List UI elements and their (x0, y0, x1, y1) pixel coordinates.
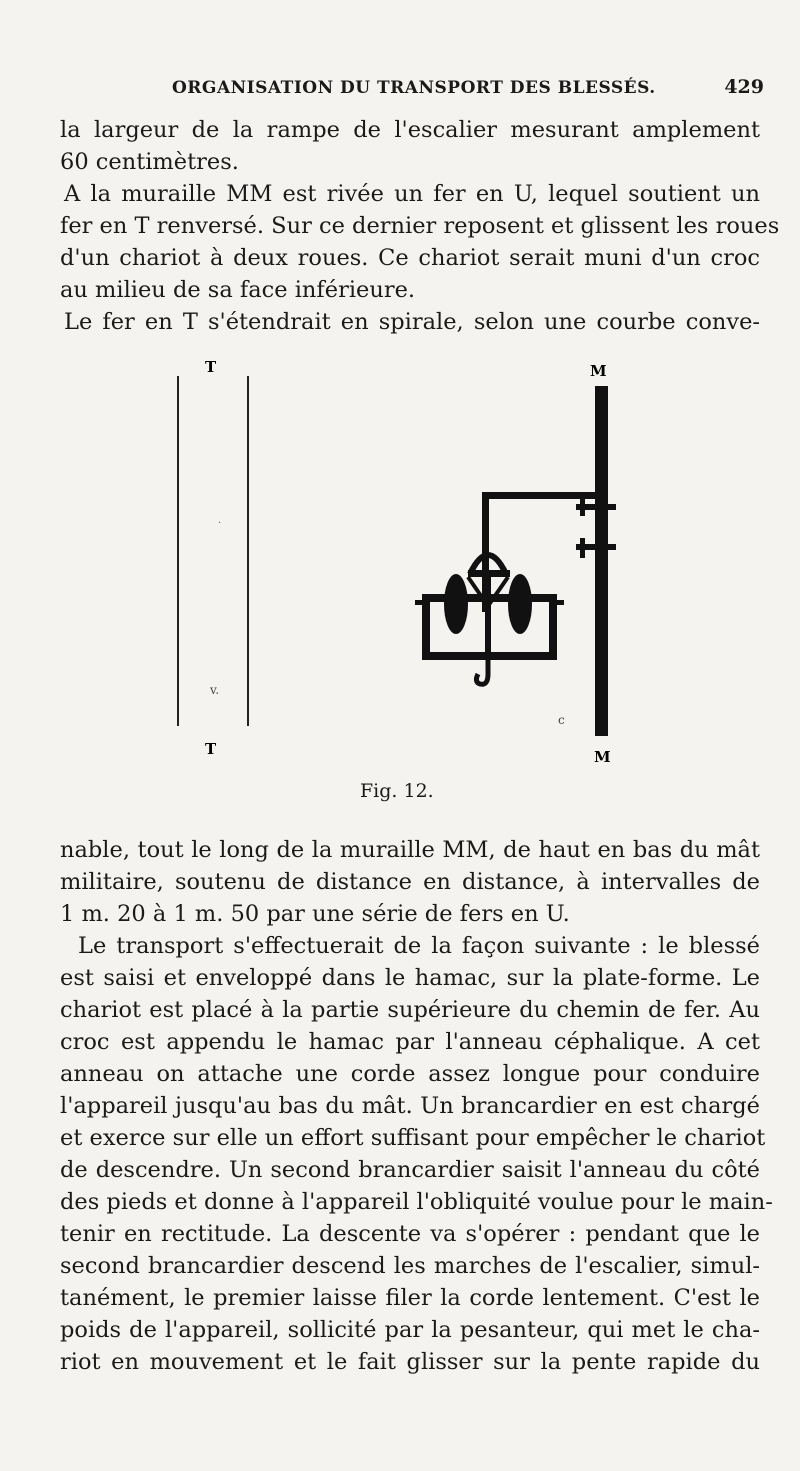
text-line: militaire, soutenu de distance en distance, à intervalles de (60, 869, 760, 895)
paragraph-4 (60, 834, 760, 930)
text-line: tanément, le premier laisse filer la corde lentement. C'est le (60, 1285, 760, 1311)
paragraph-3 (60, 306, 760, 338)
figure-12-drawing (150, 356, 650, 776)
page-number: 429 (724, 76, 764, 98)
croc-hook (476, 660, 488, 684)
text-line: 1 m. 20 à 1 m. 50 par une série de fers en U. (60, 901, 570, 927)
text-line: et exerce sur elle un effort suffisant pour empêcher le chariot (60, 1125, 766, 1151)
text-line: chariot est placé à la partie supérieure du chemin de fer. Au (60, 997, 760, 1023)
text-line: second brancardier descend les marches de l'escalier, simul- (60, 1253, 760, 1279)
text-line: tenir en rectitude. La descente va s'opérer : pendant que le (60, 1221, 760, 1247)
hanger-rod (485, 574, 491, 656)
svg-text:c: c (558, 713, 565, 727)
text-line: des pieds et donne à l'appareil l'obliquité voulue pour le main- (60, 1189, 773, 1215)
text-line: l'appareil jusqu'au bas du mât. Un brancardier en est chargé (60, 1093, 760, 1119)
text-line: poids de l'appareil, sollicité par la pesanteur, qui met le cha- (60, 1317, 760, 1343)
label-t-bottom: T (205, 740, 217, 758)
bolt-2-end (608, 544, 616, 550)
text-line: fer en T renversé. Sur ce dernier reposent et glissent les roues (60, 213, 780, 239)
text-line: anneau on attache une corde assez longue pour conduire (60, 1061, 760, 1087)
label-m-top: M (590, 362, 607, 380)
text-line: A la muraille MM est rivée un fer en U, lequel soutient un (64, 181, 760, 207)
text-line: de descendre. Un second brancardier saisit l'anneau du côté (60, 1157, 760, 1183)
svg-text:v.: v. (210, 683, 220, 697)
paragraph-2 (60, 178, 780, 306)
running-title: ORGANISATION DU TRANSPORT DES BLESSÉS. (172, 78, 656, 98)
bolt-1-end (608, 504, 616, 510)
u-bracket-top (482, 492, 595, 499)
paragraph-1 (60, 114, 760, 178)
text-line: la largeur de la rampe de l'escalier mesurant amplement (60, 117, 760, 143)
wheel-left (444, 574, 468, 634)
bolt-1 (576, 504, 596, 510)
text-line: croc est appendu le hamac par l'anneau céphalique. A cet (60, 1029, 760, 1055)
paragraph-5 (60, 930, 773, 1378)
label-m-bottom: M (594, 748, 611, 766)
wall-mm (595, 386, 608, 736)
label-t-top: T (205, 358, 217, 376)
text-line: d'un chariot à deux roues. Ce chariot serait muni d'un croc (60, 245, 760, 271)
svg-text:·: · (218, 518, 222, 529)
running-header (52, 74, 764, 104)
text-line: 60 centimètres. (60, 149, 239, 175)
figure-12 (150, 356, 650, 776)
text-line: au milieu de sa face inférieure. (60, 277, 416, 303)
text-line: riot en mouvement et le fait glisser sur la pente rapide du (60, 1349, 760, 1375)
text-line: Le transport s'effectuerait de la façon suivante : le blessé (78, 933, 760, 959)
wheel-right (508, 574, 532, 634)
text-line: nable, tout le long de la muraille MM, de haut en bas du mât (60, 837, 760, 863)
figure-caption: Fig. 12. (360, 780, 434, 802)
text-line: est saisi et enveloppé dans le hamac, sur la plate-forme. Le (60, 965, 760, 991)
text-line: Le fer en T s'étendrait en spirale, selon une courbe conve- (64, 309, 760, 335)
u-bracket-arm (482, 492, 489, 562)
bolt-2 (576, 544, 596, 550)
